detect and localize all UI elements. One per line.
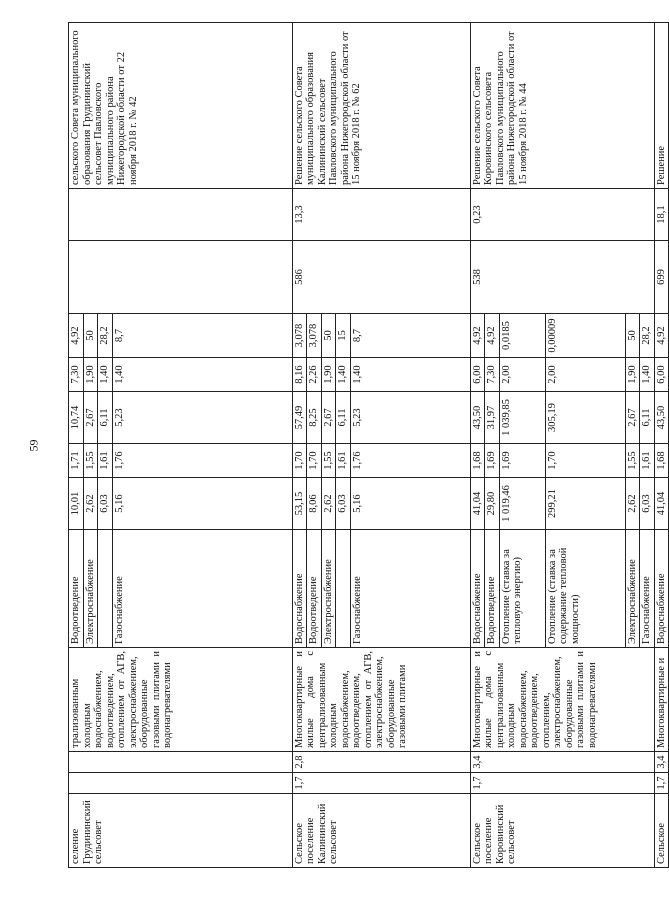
coefficient-a-cell: 1,7 — [470, 773, 654, 794]
service-cell: Газоснабжение — [112, 530, 292, 648]
value-cell-v3: 5,23 — [350, 392, 470, 444]
value-cell-v5: 28,2 — [98, 314, 113, 358]
value-cell-v5: 0,0185 — [499, 314, 545, 358]
value-cell-v4: 1,90 — [625, 358, 640, 392]
extra-value-2-cell — [69, 189, 293, 241]
value-cell-v3: 305,19 — [545, 392, 625, 444]
table-row — [69, 23, 84, 868]
coefficient-a-cell — [69, 773, 293, 794]
value-cell-v2: 1,55 — [321, 444, 336, 478]
coefficient-b-cell — [69, 752, 293, 773]
value-cell-v5: 4,92 — [654, 314, 669, 358]
service-cell — [98, 530, 113, 648]
decision-cell: Решение сельского Совета Коровинского сельсовета Павловского муниципального района Нижегородской области от 15 ноября 2018 г. № 44 — [470, 23, 654, 189]
rotated-table-container — [68, 23, 667, 868]
service-cell: Газоснабжение — [640, 530, 655, 648]
tariff-table — [68, 22, 669, 868]
decision-cell: Решение — [654, 23, 669, 189]
value-cell-v1: 6,03 — [640, 478, 655, 530]
value-cell-v3: 1 039,85 — [499, 392, 545, 444]
value-cell-v1: 6,03 — [336, 478, 351, 530]
value-cell-v5: 4,92 — [470, 314, 485, 358]
extra-value-2-cell: 0,23 — [470, 189, 654, 241]
value-cell-v2: 1,68 — [470, 444, 485, 478]
decision-cell: сельского Совета муниципального образования Грудининский сельсовет Павловского муниципального района Нижегородской области от 22 ноября 2018 г. № 42 — [69, 23, 293, 189]
coefficient-a-cell: 1,7 — [654, 773, 669, 794]
value-cell-v5: 15 — [336, 314, 351, 358]
value-cell-v1: 8,06 — [307, 478, 322, 530]
decision-cell: Решение сельского Совета муниципального образования Калининский сельсовет Павловского муниципального района Нижегородской области от 15 ноября 2018 г. № 62 — [292, 23, 470, 189]
value-cell-v1: 6,03 — [98, 478, 113, 530]
value-cell-v3: 43,50 — [654, 392, 669, 444]
value-cell-v4: 2,00 — [499, 358, 545, 392]
service-cell: Водоотведение — [307, 530, 322, 648]
service-cell: Электроснабжение — [625, 530, 640, 648]
service-cell — [336, 530, 351, 648]
service-cell: Водоснабжение — [470, 530, 485, 648]
value-cell-v3: 8,25 — [307, 392, 322, 444]
value-cell-v5: 50 — [321, 314, 336, 358]
settlement-cell: Сельское — [654, 794, 669, 868]
value-cell-v4: 1,40 — [350, 358, 470, 392]
value-cell-v3: 2,67 — [625, 392, 640, 444]
value-cell-v3: 2,67 — [83, 392, 98, 444]
value-cell-v2: 1,61 — [98, 444, 113, 478]
value-cell-v3: 2,67 — [321, 392, 336, 444]
value-cell-v3: 5,23 — [112, 392, 292, 444]
value-cell-v4: 1,40 — [112, 358, 292, 392]
service-cell: Отопление (ставка за содержание тепловой мощности) — [545, 530, 625, 648]
value-cell-v1: 29,80 — [485, 478, 500, 530]
service-cell: Отопление (ставка за тепловую энергию) — [499, 530, 545, 648]
value-cell-v2: 1,70 — [307, 444, 322, 478]
coefficient-b-cell: 3,4 — [470, 752, 654, 773]
value-cell-v4: 8,16 — [292, 358, 307, 392]
value-cell-v3: 10,74 — [69, 392, 84, 444]
value-cell-v5: 3,078 — [307, 314, 322, 358]
value-cell-v1: 41,04 — [654, 478, 669, 530]
value-cell-v1: 10,01 — [69, 478, 84, 530]
value-cell-v1: 2,62 — [83, 478, 98, 530]
value-cell-v2: 1,55 — [83, 444, 98, 478]
value-cell-v2: 1,55 — [625, 444, 640, 478]
value-cell-v3: 6,11 — [98, 392, 113, 444]
value-cell-v1: 5,16 — [112, 478, 292, 530]
value-cell-v1: 5,16 — [350, 478, 470, 530]
value-cell-v2: 1,69 — [485, 444, 500, 478]
value-cell-v2: 1,68 — [654, 444, 669, 478]
housing-category-cell: Многоквартирные и — [654, 648, 669, 752]
housing-category-cell: Многоквартирные и жилые дома с централизованным холодным водоснабжением, водоотведением, отоплением, электроснабжением, оборудованные газовыми плитами и водонагревателями — [470, 648, 654, 752]
table-row — [654, 23, 669, 868]
service-cell: Водоснабжение — [654, 530, 669, 648]
extra-value-1-cell: 699 — [654, 241, 669, 314]
value-cell-v2: 1,69 — [499, 444, 545, 478]
value-cell-v1: 41,04 — [470, 478, 485, 530]
value-cell-v3: 57,49 — [292, 392, 307, 444]
coefficient-b-cell: 3,4 — [654, 752, 669, 773]
page-number: 59 — [26, 439, 41, 452]
value-cell-v4: 6,00 — [654, 358, 669, 392]
value-cell-v5: 4,92 — [69, 314, 84, 358]
table-row — [292, 23, 307, 868]
service-cell: Водоотведение — [485, 530, 500, 648]
value-cell-v2: 1,76 — [350, 444, 470, 478]
value-cell-v3: 6,11 — [640, 392, 655, 444]
coefficient-b-cell: 2,8 — [292, 752, 470, 773]
value-cell-v4: 6,00 — [470, 358, 485, 392]
value-cell-v3: 6,11 — [336, 392, 351, 444]
housing-category-cell: Многоквартирные и жилые дома с централизованным холодным водоснабжением, водоотведением, отоплением от АГВ, электроснабжением, оборудованные газовыми плитами — [292, 648, 470, 752]
value-cell-v5: 28,2 — [640, 314, 655, 358]
value-cell-v5: 50 — [625, 314, 640, 358]
value-cell-v1: 53,15 — [292, 478, 307, 530]
value-cell-v4: 1,40 — [336, 358, 351, 392]
value-cell-v4: 1,40 — [98, 358, 113, 392]
value-cell-v1: 2,62 — [625, 478, 640, 530]
value-cell-v4: 1,90 — [83, 358, 98, 392]
value-cell-v5: 8,7 — [112, 314, 292, 358]
service-cell: Водоснабжение — [292, 530, 307, 648]
extra-value-1-cell — [69, 241, 293, 314]
value-cell-v2: 1,70 — [292, 444, 307, 478]
value-cell-v5: 3,078 — [292, 314, 307, 358]
value-cell-v3: 43,50 — [470, 392, 485, 444]
settlement-cell: Сельское поселение Калининский сельсовет — [292, 794, 470, 868]
value-cell-v4: 2,26 — [307, 358, 322, 392]
value-cell-v2: 1,70 — [545, 444, 625, 478]
value-cell-v2: 1,61 — [640, 444, 655, 478]
value-cell-v2: 1,71 — [69, 444, 84, 478]
value-cell-v3: 31,97 — [485, 392, 500, 444]
value-cell-v4: 1,90 — [321, 358, 336, 392]
coefficient-a-cell: 1,7 — [292, 773, 470, 794]
service-cell: Водоотведение — [69, 530, 84, 648]
value-cell-v5: 0,00009 — [545, 314, 625, 358]
table-row — [470, 23, 485, 868]
value-cell-v1: 2,62 — [321, 478, 336, 530]
value-cell-v5: 50 — [83, 314, 98, 358]
extra-value-1-cell: 586 — [292, 241, 470, 314]
value-cell-v4: 2,00 — [545, 358, 625, 392]
value-cell-v2: 1,76 — [112, 444, 292, 478]
value-cell-v5: 4,92 — [485, 314, 500, 358]
service-cell: Газоснабжение — [350, 530, 470, 648]
extra-value-2-cell: 13,3 — [292, 189, 470, 241]
value-cell-v1: 1 019,46 — [499, 478, 545, 530]
value-cell-v4: 7,30 — [485, 358, 500, 392]
table-body — [69, 23, 669, 868]
value-cell-v5: 8,7 — [350, 314, 470, 358]
value-cell-v4: 7,30 — [69, 358, 84, 392]
value-cell-v2: 1,61 — [336, 444, 351, 478]
value-cell-v1: 299,21 — [545, 478, 625, 530]
housing-category-cell: трализованным холодным водоснабжением, водоотведением, отоплением от АГВ, электроснабжением, оборудованные газовыми плитами и водонагревателями — [69, 648, 293, 752]
value-cell-v4: 1,40 — [640, 358, 655, 392]
service-cell: Электроснабжение — [83, 530, 98, 648]
extra-value-2-cell: 18,1 — [654, 189, 669, 241]
service-cell: Электроснабжение — [321, 530, 336, 648]
settlement-cell: селение Грудининский сельсовет — [69, 794, 293, 868]
extra-value-1-cell: 538 — [470, 241, 654, 314]
settlement-cell: Сельское поселение Коровинский сельсовет — [470, 794, 654, 868]
